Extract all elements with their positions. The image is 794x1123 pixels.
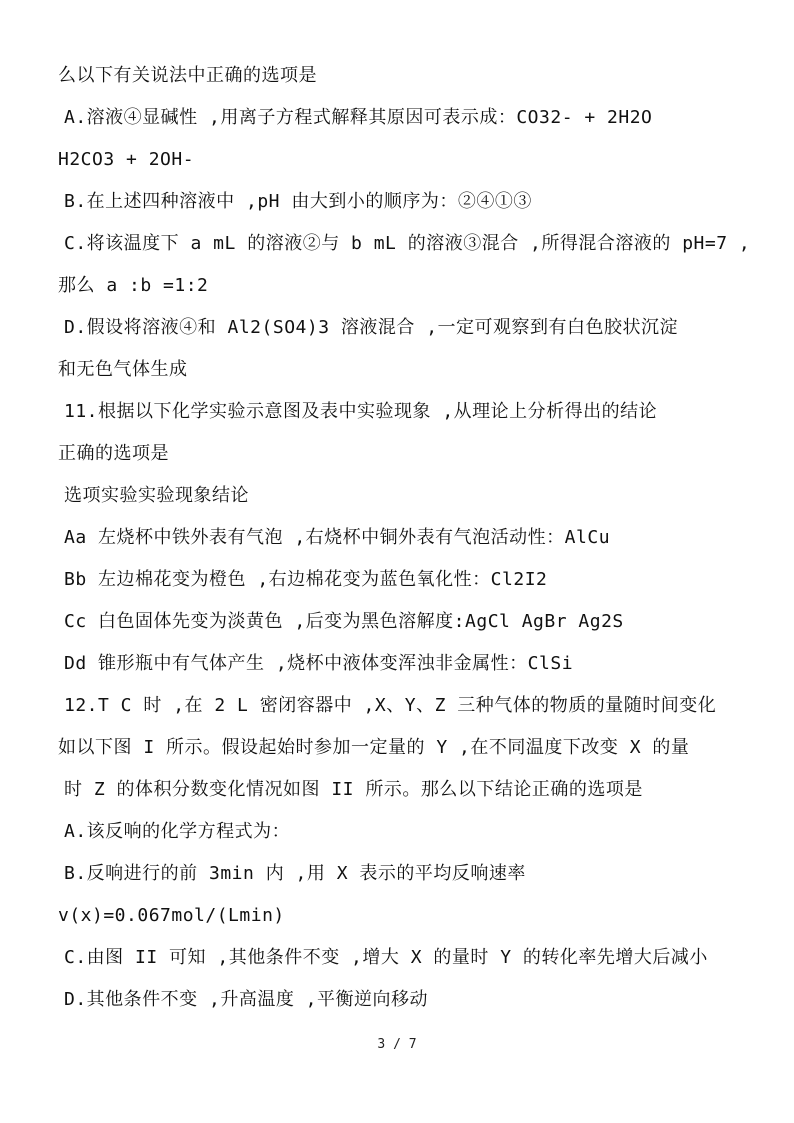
text-line-intro: 么以下有关说法中正确的选项是: [58, 65, 317, 86]
text-line-question-12-cont-2: 时 Z 的体积分数变化情况如图 II 所示。那么以下结论正确的选项是: [64, 779, 643, 800]
text-line-question-12-cont-1: 如以下图 I 所示。假设起始时参加一定量的 Y ,在不同温度下改变 X 的量: [58, 737, 690, 758]
text-line-option-a: A.溶液④显碱性 ,用离子方程式解释其原因可表示成：CO32- + 2H2O: [64, 107, 653, 128]
text-line-option-d: D.假设将溶液④和 Al2(SO4)3 溶液混合 ,一定可观察到有白色胶状沉淀: [64, 317, 679, 338]
table-row-c: Cc 白色固体先变为淡黄色 ,后变为黑色溶解度:AgCl AgBr Ag2S: [64, 611, 624, 632]
text-line-option-d-cont: 和无色气体生成: [58, 359, 188, 380]
table-row-a: Aa 左烧杯中铁外表有气泡 ,右烧杯中铜外表有气泡活动性：AlCu: [64, 527, 611, 548]
page-number: 3 / 7: [377, 1037, 417, 1052]
text-line-option-c: C.将该温度下 a mL 的溶液②与 b mL 的溶液③混合 ,所得混合溶液的 pH=7 ,: [64, 233, 751, 254]
text-line-option-c-cont: 那么 a :b =1:2: [58, 275, 209, 296]
table-row-b: Bb 左边棉花变为橙色 ,右边棉花变为蓝色氧化性：Cl2I2: [64, 569, 548, 590]
table-header-line: 选项实验实验现象结论: [64, 485, 249, 506]
text-line-option-b: B.在上述四种溶液中 ,pH 由大到小的顺序为：②④①③: [64, 191, 532, 212]
text-line-q12-option-a: A.该反响的化学方程式为：: [64, 821, 291, 842]
text-line-question-11: 11.根据以下化学实验示意图及表中实验现象 ,从理论上分析得出的结论: [64, 401, 658, 422]
text-line-q12-option-c: C.由图 II 可知 ,其他条件不变 ,增大 X 的量时 Y 的转化率先增大后减小: [64, 947, 708, 968]
text-line-question-12: 12.T C 时 ,在 2 L 密闭容器中 ,X、Y、Z 三种气体的物质的量随时间变化: [64, 695, 717, 716]
text-line-q12-option-b: B.反响进行的前 3min 内 ,用 X 表示的平均反响速率: [64, 863, 526, 884]
text-line-equation-cont: H2CO3 + 2OH-: [58, 149, 195, 170]
text-line-q12-option-b-cont: v(x)=0.067mol/(Lmin): [58, 905, 285, 926]
text-line-q12-option-d: D.其他条件不变 ,升高温度 ,平衡逆向移动: [64, 989, 429, 1010]
table-row-d: Dd 锥形瓶中有气体产生 ,烧杯中液体变浑浊非金属性：ClSi: [64, 653, 574, 674]
text-line-question-11-cont: 正确的选项是: [58, 443, 169, 464]
